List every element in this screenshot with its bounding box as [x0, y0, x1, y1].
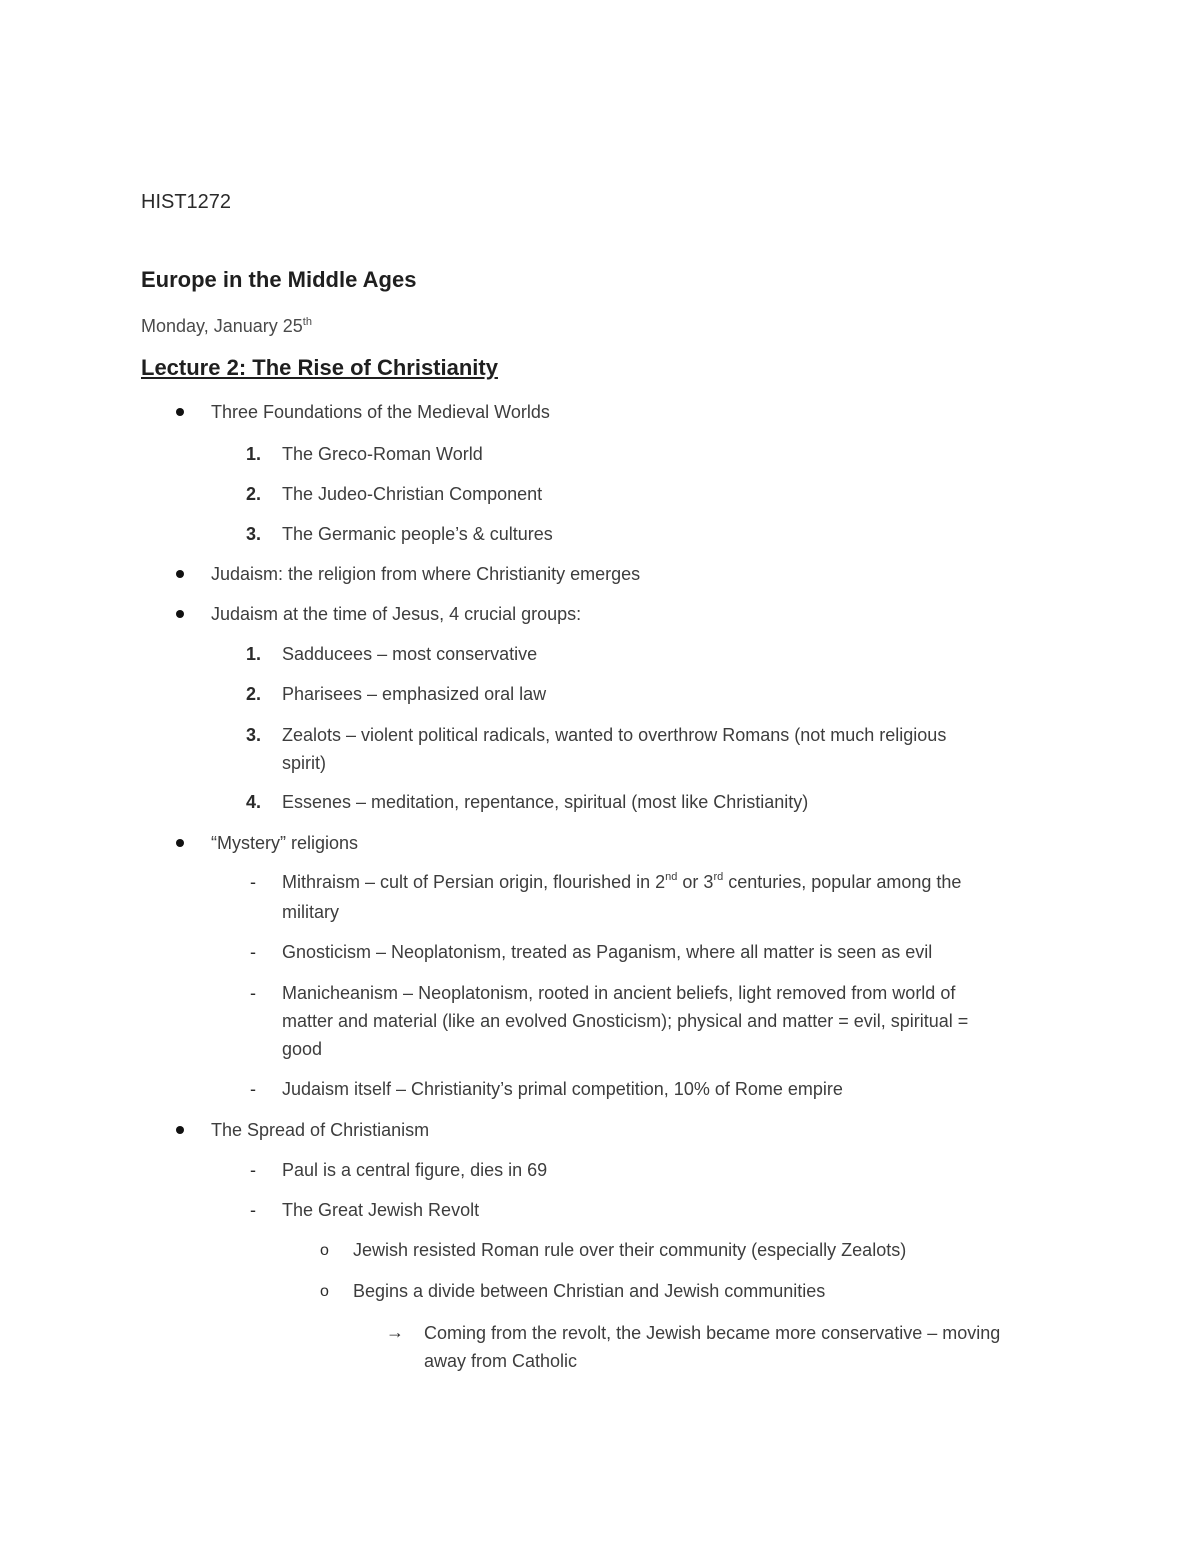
list-item-manicheanism: Manicheanism – Neoplatonism, rooted in ancient beliefs, light removed from world of: [282, 983, 956, 1003]
dash-marker: -: [250, 1160, 256, 1180]
bullet-icon: [176, 839, 184, 847]
list-item: Sadducees – most conservative: [282, 644, 538, 664]
bullet-icon: [176, 610, 184, 618]
list-item-arrow: Coming from the revolt, the Jewish became more conservative – moving: [424, 1323, 1001, 1343]
list-item-paul: Paul is a central figure, dies in 69: [282, 1160, 548, 1180]
list-item: The Greco-Roman World: [282, 444, 483, 464]
bullet-icon: [176, 408, 184, 416]
dash-marker: -: [250, 983, 256, 1003]
outline-bullet-judaism: Judaism: the religion from where Christianity emerges: [211, 564, 641, 584]
list-item-continuation: spirit): [282, 753, 326, 773]
course-code: HIST1272: [141, 191, 232, 213]
dash-marker: -: [250, 872, 256, 892]
mithraism-text-a: Mithraism – cult of Persian origin, flourished in 2: [282, 872, 666, 892]
list-item-continuation: good: [282, 1039, 323, 1059]
list-number: 1.: [246, 444, 262, 464]
list-number: 1.: [246, 644, 262, 664]
mithraism-text-b: or 3: [677, 872, 714, 892]
list-item: Pharisees – emphasized oral law: [282, 684, 547, 704]
list-item-judaism-itself: Judaism itself – Christianity’s primal competition, 10% of Rome empire: [282, 1079, 843, 1099]
list-item-revolt: The Great Jewish Revolt: [282, 1200, 480, 1220]
lecture-date: [141, 312, 312, 340]
list-item-revolt-sub: Jewish resisted Roman rule over their community (especially Zealots): [353, 1240, 907, 1260]
list-item-revolt-sub: Begins a divide between Christian and Jewish communities: [353, 1281, 826, 1301]
list-item-continuation: military: [282, 902, 339, 922]
dash-marker: -: [250, 1079, 256, 1099]
bullet-icon: [176, 1126, 184, 1134]
arrow-right-icon: →: [386, 1322, 404, 1342]
bullet-icon: [176, 570, 184, 578]
outline-bullet-spread: The Spread of Christianism: [211, 1120, 430, 1140]
lecture-date-text: Monday, January 25: [141, 316, 303, 336]
outline-bullet-mystery: “Mystery” religions: [211, 833, 359, 853]
list-item: The Judeo-Christian Component: [282, 484, 543, 504]
list-number: 2.: [246, 684, 262, 704]
ordinal-suffix: rd: [713, 871, 724, 883]
list-number: 4.: [246, 792, 262, 812]
dash-marker: -: [250, 1200, 256, 1220]
list-item-gnosticism: Gnosticism – Neoplatonism, treated as Paganism, where all matter is seen as evil: [282, 942, 933, 962]
list-item-continuation: matter and material (like an evolved Gnosticism); physical and matter = evil, spiritual =: [282, 1011, 969, 1031]
lecture-heading: Lecture 2: The Rise of Christianity: [141, 355, 498, 380]
circle-bullet-icon: o: [320, 1283, 329, 1300]
lecture-date-suffix: th: [302, 316, 312, 328]
outline-bullet-groups: Judaism at the time of Jesus, 4 crucial groups:: [211, 604, 582, 624]
circle-bullet-icon: o: [320, 1242, 329, 1259]
list-item-continuation: away from Catholic: [424, 1351, 578, 1371]
ordinal-suffix: nd: [665, 871, 678, 883]
list-item: The Germanic people’s & cultures: [282, 524, 553, 544]
list-number: 3.: [246, 725, 262, 745]
outline-bullet-foundations: Three Foundations of the Medieval Worlds: [211, 402, 550, 422]
list-number: 3.: [246, 524, 262, 544]
mithraism-text-c: centuries, popular among the: [723, 872, 962, 892]
list-item-mithraism: [282, 868, 961, 896]
list-item: Zealots – violent political radicals, wanted to overthrow Romans (not much religious: [282, 725, 947, 745]
dash-marker: -: [250, 942, 256, 962]
list-number: 2.: [246, 484, 262, 504]
document-title: Europe in the Middle Ages: [141, 267, 417, 292]
list-item: Essenes – meditation, repentance, spiritual (most like Christianity): [282, 792, 809, 812]
